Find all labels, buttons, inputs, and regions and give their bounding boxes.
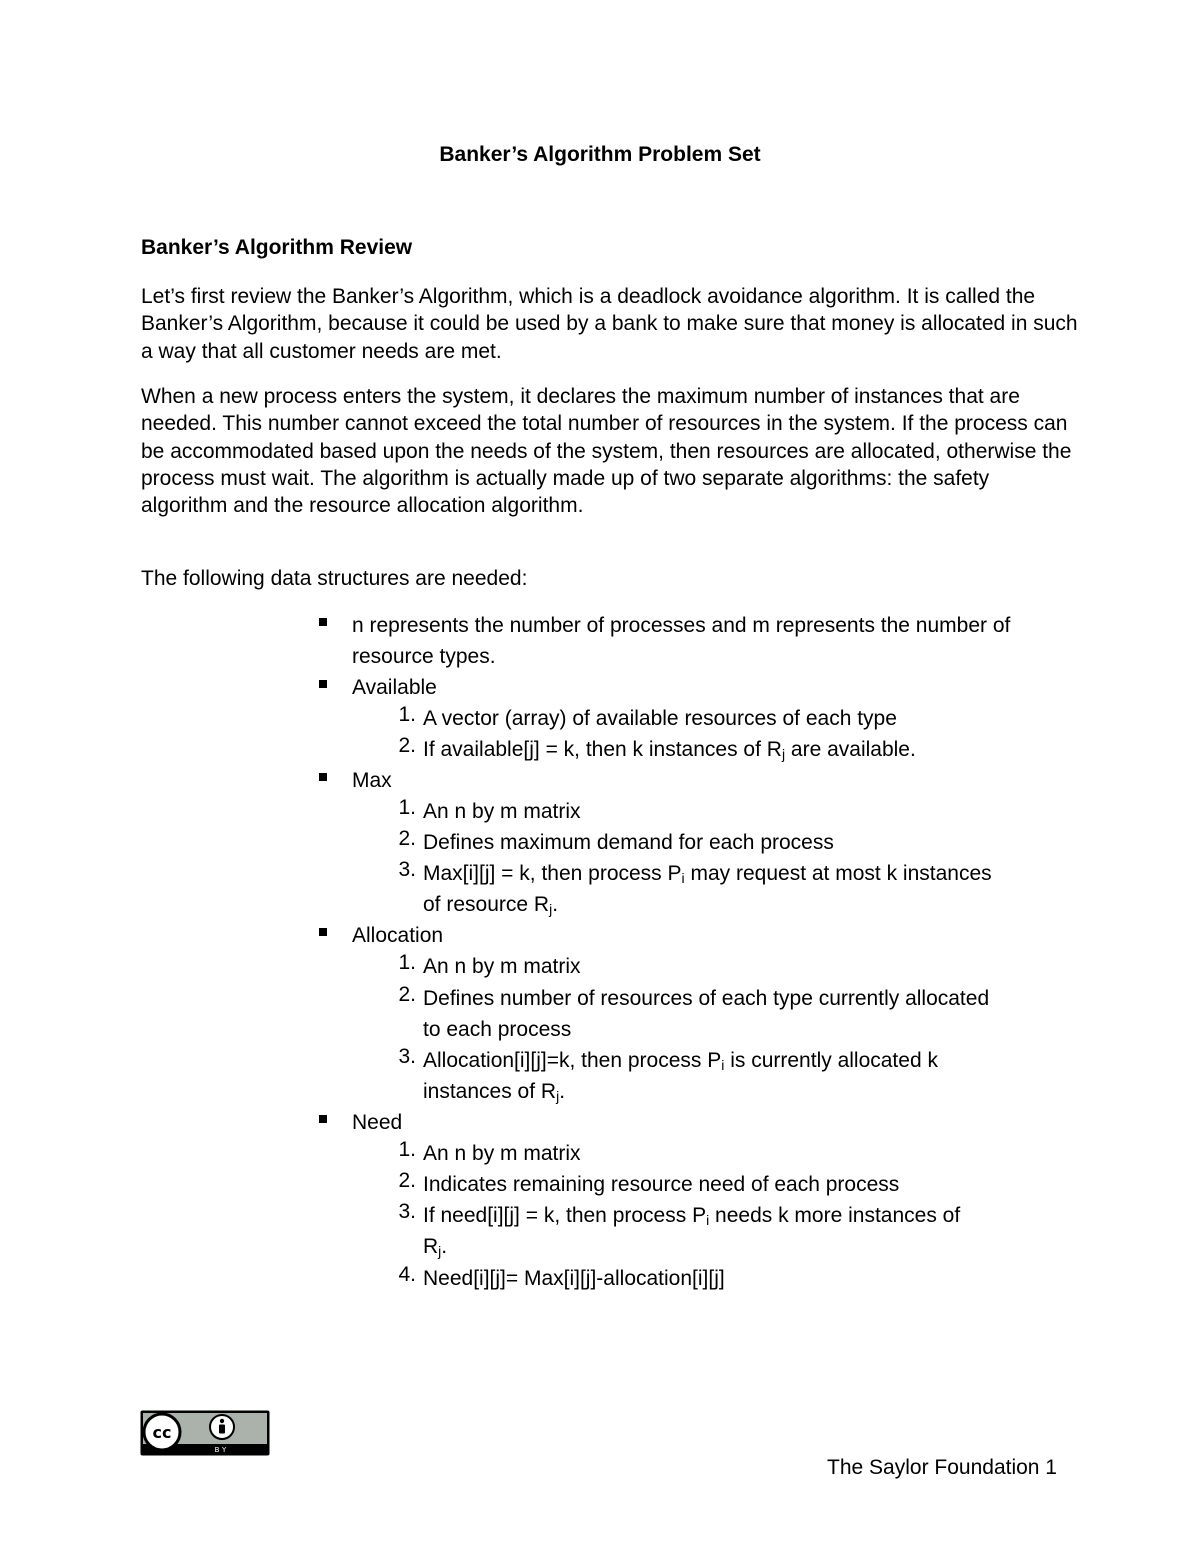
attribution-head [220, 1419, 224, 1423]
item-number: 2. [398, 734, 416, 757]
item-text: An n by m matrix [423, 800, 581, 823]
bullet-icon [319, 773, 327, 781]
page-title: Banker’s Algorithm Problem Set [439, 143, 761, 166]
bullet-label: Max [352, 769, 392, 792]
item-number: 3. [398, 1045, 416, 1068]
paragraph-data-structures: The following data structures are needed: [141, 567, 528, 590]
item-text: If available[j] = k, then k instances of $R_j$ are available. [423, 738, 916, 762]
item-text: An n by m matrix [423, 955, 581, 978]
item-number: 3. [398, 858, 416, 881]
item-text: If need[i][j] = k, then process $P_i$ needs k more instances of $R_j$. [423, 1204, 961, 1259]
item-number: 2. [398, 827, 416, 850]
bullet-label: Available [352, 676, 437, 699]
bullet-icon [319, 928, 327, 936]
item-number: 1. [398, 796, 416, 819]
attribution-body [219, 1425, 225, 1434]
paragraph-process: When a new process enters the system, it declares the maximum number of instances that are needed. This number cannot exceed the total number of resources in the system. If the process can be accommodated based upon the needs of the system, then resources are allocated, otherwise the process must wait. The algorithm is actually made up of two separate algorithms: the safety algorithm and the resource allocation algorithm. [141, 385, 1072, 518]
item-text: A vector (array) of available resources of each type [423, 707, 897, 730]
item-number: 1. [398, 703, 416, 726]
section-heading: Banker’s Algorithm Review [141, 236, 413, 259]
bullet-label: Allocation [352, 924, 444, 947]
item-text: Max[i][j] = k, then process $P_i$ may request at most k instances of resource $R_j$. [423, 862, 992, 917]
item-number: 4. [398, 1263, 416, 1286]
item-text: Allocation[i][j]=k, then process $P_i$ is currently allocated k instances of $R_j$. [423, 1049, 938, 1104]
item-text: An n by m matrix [423, 1142, 581, 1165]
item-text: Need[i][j]= Max[i][j]-allocation[i][j] [423, 1267, 725, 1290]
item-number: 2. [398, 1169, 416, 1192]
item-number: 1. [398, 1138, 416, 1161]
creative-commons-license-badge [140, 1410, 270, 1456]
bullet-text: n represents the number of processes and m represents the number of resource types. [352, 614, 1011, 668]
bullet-label: Need [352, 1111, 403, 1134]
footer-text: The Saylor Foundation 1 [827, 1456, 1057, 1479]
bullet-icon [319, 1115, 327, 1123]
item-number: 3. [398, 1200, 416, 1223]
item-text: Indicates remaining resource need of each process [423, 1173, 900, 1196]
bullet-icon [319, 618, 327, 626]
cc-text: cc [152, 1423, 172, 1442]
item-number: 2. [398, 983, 416, 1006]
bullet-icon [319, 680, 327, 688]
by-text: BY [214, 1446, 230, 1454]
item-number: 1. [398, 951, 416, 974]
paragraph-intro: Let’s first review the Banker’s Algorithm, which is a deadlock avoidance algorithm. It is called the Banker’s Algorithm, because it could be used by a bank to make sure that money is allocated in such a way that all customer needs are met. [141, 285, 1078, 363]
item-text: Defines maximum demand for each process [423, 831, 834, 854]
item-text: Defines number of resources of each type currently allocated to each process [423, 987, 990, 1041]
